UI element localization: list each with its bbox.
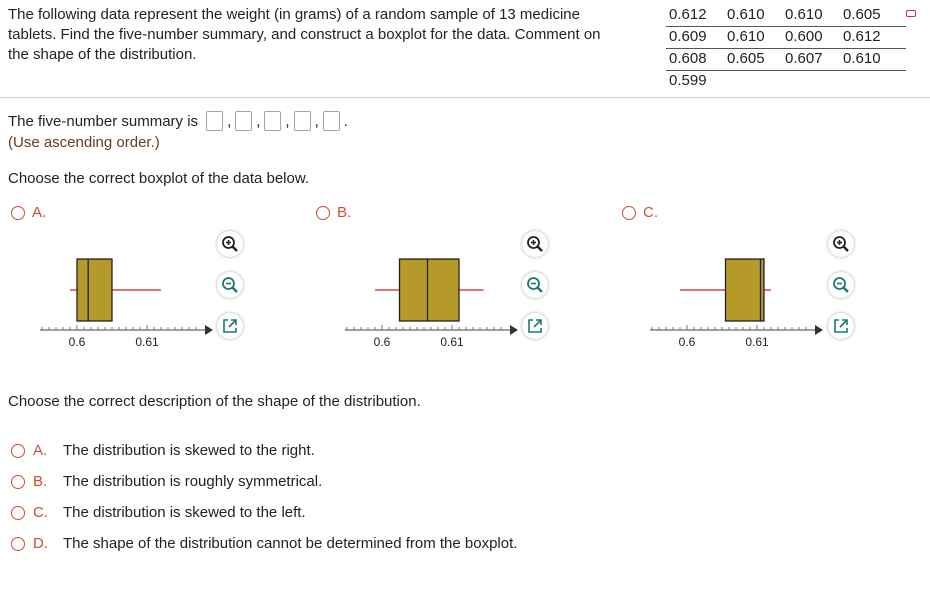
- answer-box-4[interactable]: [294, 111, 311, 131]
- question-text: [8, 5, 658, 65]
- option-letter: C.: [643, 204, 658, 221]
- option-letter: D.: [33, 535, 48, 552]
- question-line: the shape of the distribution.: [8, 46, 197, 63]
- data-cell: 0.612: [669, 6, 707, 23]
- comma: ,: [285, 112, 290, 130]
- summary-prompt: The five-number summary is: [8, 112, 199, 130]
- box-rect: [77, 259, 112, 321]
- shape-option-c[interactable]: [11, 504, 306, 521]
- data-row: [666, 5, 906, 27]
- question-line: tablets. Find the five-number summary, and construct a boxplot for the data. Comment on: [8, 26, 601, 43]
- data-cell: 0.607: [785, 50, 823, 67]
- comma: ,: [227, 112, 232, 130]
- boxplot-option-c[interactable]: [622, 204, 658, 221]
- zoom-in-icon: [832, 235, 850, 253]
- data-cell: 0.599: [669, 72, 707, 89]
- radio-button[interactable]: [11, 537, 25, 551]
- answer-box-1[interactable]: [206, 111, 223, 131]
- zoom-out-button[interactable]: [217, 272, 243, 298]
- data-cell: 0.609: [669, 28, 707, 45]
- data-cell: 0.610: [843, 50, 881, 67]
- data-table: [666, 5, 906, 92]
- boxplot-option-b[interactable]: [316, 204, 351, 221]
- divider: [0, 97, 930, 98]
- radio-button[interactable]: [11, 475, 25, 489]
- zoom-out-icon: [832, 276, 850, 294]
- shape-instruction: Choose the correct description of the shape of the distribution.: [8, 393, 421, 410]
- zoom-out-button[interactable]: [522, 272, 548, 298]
- axis-arrow: [815, 325, 823, 335]
- data-cell: 0.610: [727, 28, 765, 45]
- question-line: The following data represent the weight (in grams) of a random sample of 13 medicine: [8, 6, 580, 23]
- answer-box-5[interactable]: [323, 111, 340, 131]
- zoom-in-button[interactable]: [522, 231, 548, 257]
- open-new-window-button[interactable]: [217, 313, 243, 339]
- data-row: [666, 49, 906, 71]
- hint-text: (Use ascending order.): [8, 134, 160, 151]
- option-letter: C.: [33, 504, 48, 521]
- shape-option-d[interactable]: [11, 535, 517, 552]
- box-rect: [400, 259, 460, 321]
- data-cell: 0.600: [785, 28, 823, 45]
- data-cell: 0.608: [669, 50, 707, 67]
- radio-button[interactable]: [11, 506, 25, 520]
- zoom-in-button[interactable]: [828, 231, 854, 257]
- open-new-window-button[interactable]: [828, 313, 854, 339]
- zoom-in-icon: [221, 235, 239, 253]
- zoom-out-icon: [526, 276, 544, 294]
- option-letter: B.: [33, 473, 48, 490]
- tick-label: 0.61: [135, 335, 159, 349]
- expand-icon[interactable]: [906, 10, 916, 17]
- zoom-in-button[interactable]: [217, 231, 243, 257]
- summary-line: [8, 110, 350, 132]
- data-cell: 0.605: [843, 6, 881, 23]
- shape-option-a[interactable]: [11, 442, 315, 459]
- radio-button[interactable]: [316, 206, 330, 220]
- answer-box-3[interactable]: [264, 111, 281, 131]
- radio-button[interactable]: [11, 206, 25, 220]
- option-text: The shape of the distribution cannot be determined from the boxplot.: [63, 535, 518, 552]
- tick-label: 0.61: [440, 335, 464, 349]
- comma: ,: [256, 112, 261, 130]
- open-in-new-window-icon: [527, 318, 543, 334]
- boxplot-b: [340, 250, 520, 360]
- data-cell: [782, 71, 840, 92]
- tick-label: 0.6: [678, 335, 696, 349]
- tick-label: 0.6: [373, 335, 391, 349]
- zoom-out-icon: [221, 276, 239, 294]
- tick-label: 0.6: [68, 335, 86, 349]
- option-text: The distribution is skewed to the right.: [63, 442, 315, 459]
- zoom-in-icon: [526, 235, 544, 253]
- option-letter: B.: [337, 204, 352, 221]
- option-text: The distribution is skewed to the left.: [63, 504, 306, 521]
- box-rect: [726, 259, 765, 321]
- data-cell: [724, 71, 782, 92]
- data-row: [666, 71, 906, 92]
- axis-arrow: [205, 325, 213, 335]
- answer-box-2[interactable]: [235, 111, 252, 131]
- boxplot-option-a[interactable]: [11, 204, 46, 221]
- radio-button[interactable]: [622, 206, 636, 220]
- data-cell: [840, 71, 898, 92]
- open-in-new-window-icon: [222, 318, 238, 334]
- data-cell: 0.605: [727, 50, 765, 67]
- period: .: [343, 112, 348, 130]
- option-letter: A.: [33, 442, 48, 459]
- axis-arrow: [510, 325, 518, 335]
- comma: ,: [314, 112, 319, 130]
- data-row: [666, 27, 906, 49]
- data-cell: 0.610: [727, 6, 765, 23]
- shape-option-b[interactable]: [11, 473, 322, 490]
- tick-label: 0.61: [745, 335, 769, 349]
- option-text: The distribution is roughly symmetrical.: [63, 473, 323, 490]
- boxplot-instruction: Choose the correct boxplot of the data below.: [8, 170, 310, 187]
- boxplot-c: [645, 250, 825, 360]
- boxplot-a: [35, 250, 215, 360]
- option-letter: A.: [32, 204, 47, 221]
- open-in-new-window-icon: [833, 318, 849, 334]
- data-cell: 0.612: [843, 28, 881, 45]
- open-new-window-button[interactable]: [522, 313, 548, 339]
- radio-button[interactable]: [11, 444, 25, 458]
- zoom-out-button[interactable]: [828, 272, 854, 298]
- data-cell: 0.610: [785, 6, 823, 23]
